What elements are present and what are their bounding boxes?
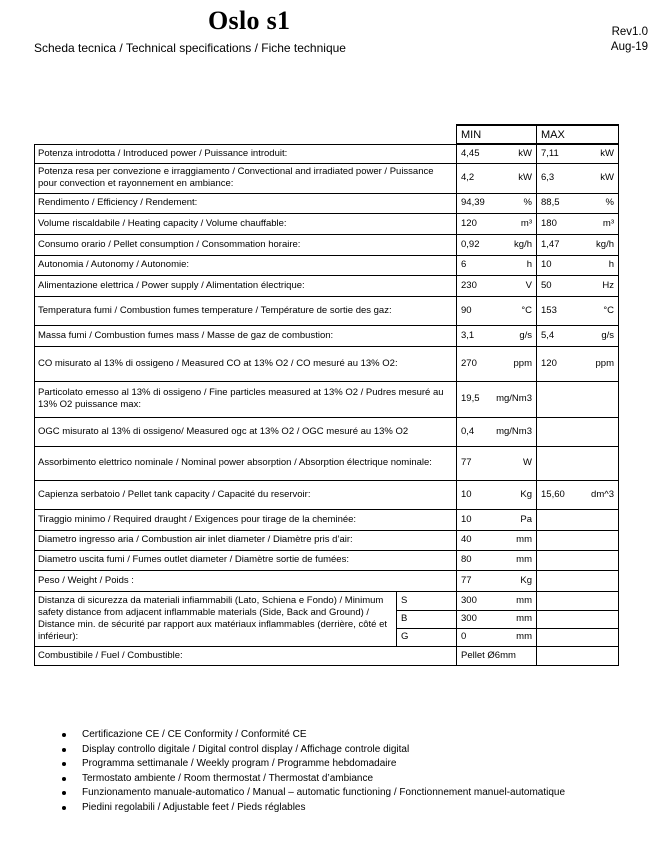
safety-code: B [397, 610, 457, 628]
max-value-number: 120 [541, 357, 557, 369]
min-value-wrap [461, 514, 532, 526]
min-value-unit: W [523, 457, 532, 468]
min-value-number: 19,5 [461, 393, 480, 404]
min-value-number: 0,4 [461, 425, 475, 437]
min-value-number: 40 [461, 534, 472, 545]
spec-row [35, 417, 619, 446]
max-value [537, 193, 619, 213]
spec-label: OGC misurato al 13% di ossigeno/ Measured ogc at 13% O2 / OGC mesuré au 13% O2 [35, 417, 457, 446]
max-value-empty [537, 381, 619, 417]
min-value-unit: V [525, 279, 532, 291]
safety-max-empty [537, 610, 619, 628]
max-value [537, 346, 619, 381]
max-value-unit: dm^3 [591, 488, 614, 500]
max-value-empty [537, 509, 619, 530]
min-value-wrap [461, 148, 532, 160]
min-value [457, 550, 537, 570]
min-value [457, 480, 537, 509]
spec-label: Potenza resa per convezione e irraggiamento / Convectional and irradiated power / Puissance pour convection et rayonnement en ambiance: [35, 163, 457, 193]
header-blank-cell [35, 125, 457, 144]
max-value-wrap [541, 239, 614, 251]
safety-value-unit: mm [516, 631, 532, 642]
safety-value-wrap [461, 595, 532, 607]
safety-label: Distanza di sicurezza da materiali infiammabili (Lato, Schiena e Fondo) / Minimum safety distance from adjacent inflammable materials (Side, Back and Ground) / Distance min. de sécurité par rapport aux matériaux inflammables (derrière, côté et inférieur): [35, 591, 397, 646]
min-value [457, 570, 537, 591]
min-value [457, 325, 537, 346]
safety-value-number: 300 [461, 613, 477, 624]
max-value-empty [537, 570, 619, 591]
min-value-number: 10 [461, 513, 472, 525]
min-header: MIN [457, 125, 537, 144]
spec-label: CO misurato al 13% di ossigeno / Measured CO at 13% O2 / CO mesuré au 13% O2: [35, 346, 457, 381]
max-value-number: 5,4 [541, 329, 555, 341]
min-value-wrap [461, 259, 532, 271]
spec-row [35, 570, 619, 591]
min-value-number: 77 [461, 457, 472, 468]
min-value [457, 234, 537, 255]
safety-code: G [397, 628, 457, 646]
max-value-number: 88,5 [541, 197, 560, 208]
max-value-empty [537, 550, 619, 570]
min-value-wrap [461, 554, 532, 566]
fuel-label: Combustibile / Fuel / Combustible: [35, 646, 457, 665]
max-value [537, 144, 619, 163]
safety-max-empty [537, 628, 619, 646]
spec-table-body [35, 125, 619, 665]
max-value-unit: m³ [602, 217, 614, 229]
max-header: MAX [537, 125, 619, 144]
min-value-unit: mg/Nm3 [496, 425, 532, 437]
min-value-unit: kW [518, 147, 532, 159]
min-value-wrap [461, 239, 532, 251]
fuel-row [35, 646, 619, 665]
min-value-wrap [461, 534, 532, 546]
spec-label: Particolato emesso al 13% di ossigeno / Fine particles measured at 13% O2 / Pudres mesuré au 13% O2 puissance max: [35, 381, 457, 417]
safety-max-empty [537, 591, 619, 610]
min-value-wrap [461, 457, 532, 469]
max-value [537, 325, 619, 346]
revision-date: Aug-19 [610, 41, 648, 53]
feature-list [62, 728, 565, 816]
spec-row [35, 213, 619, 234]
safety-value-number: 300 [461, 594, 477, 606]
spec-label: Diametro ingresso aria / Combustion air inlet diameter / Diamètre pris d’air: [35, 530, 457, 550]
fuel-value: Pellet Ø6mm [457, 646, 537, 665]
feature-item: Display controllo digitale / Digital control display / Affichage controle digital [62, 743, 565, 758]
spec-label: Consumo orario / Pellet consumption / Consommation horaire: [35, 234, 457, 255]
min-value-number: 4,2 [461, 172, 475, 183]
feature-item: Funzionamento manuale-automatico / Manual – automatic functioning / Fonctionnement manuel-automatique [62, 786, 565, 801]
min-value-wrap [461, 358, 532, 370]
spec-label: Rendimento / Efficiency / Rendement: [35, 193, 457, 213]
min-value-number: 77 [461, 574, 472, 586]
max-value-wrap [541, 280, 614, 292]
min-value-unit: Kg [520, 488, 532, 500]
safety-value-unit: mm [516, 613, 532, 624]
min-value-wrap [461, 172, 532, 184]
max-value-unit: Hz [602, 279, 614, 291]
min-value-wrap [461, 280, 532, 292]
spec-label: Autonomia / Autonomy / Autonomie: [35, 255, 457, 275]
feature-item: Termostato ambiente / Room thermostat / Thermostat d’ambiance [62, 772, 565, 787]
min-value-wrap [461, 330, 532, 342]
spec-label: Temperatura fumi / Combustion fumes temperature / Température de sortie des gaz: [35, 296, 457, 325]
min-value-wrap [461, 393, 532, 405]
min-value [457, 193, 537, 213]
spec-table [34, 124, 619, 666]
spec-row [35, 275, 619, 296]
min-value-wrap [461, 489, 532, 501]
revision-block [611, 25, 648, 55]
spec-label: Volume riscaldabile / Heating capacity / Volume chauffable: [35, 213, 457, 234]
min-value [457, 255, 537, 275]
min-value-unit: h [526, 259, 532, 270]
spec-row [35, 193, 619, 213]
min-value-unit: % [523, 197, 532, 208]
min-value [457, 381, 537, 417]
max-value-wrap [541, 148, 614, 160]
max-value-number: 6,3 [541, 172, 555, 183]
min-value-number: 3,1 [461, 329, 475, 341]
min-value-number: 230 [461, 279, 477, 291]
min-value-unit: Kg [520, 574, 532, 586]
min-value-wrap [461, 426, 532, 438]
min-value [457, 530, 537, 550]
max-value-unit: % [605, 197, 614, 208]
min-value [457, 346, 537, 381]
feature-item: Piedini regolabili / Adjustable feet / Pieds réglables [62, 801, 565, 816]
max-value-wrap [541, 197, 614, 209]
max-value-number: 1,47 [541, 238, 560, 250]
max-value-number: 7,11 [541, 147, 559, 159]
max-value-unit: ppm [595, 357, 614, 369]
safety-value [457, 628, 537, 646]
spec-label: Massa fumi / Combustion fumes mass / Masse de gaz de combustion: [35, 325, 457, 346]
max-value-number: 15,60 [541, 488, 565, 500]
min-value-wrap [461, 197, 532, 209]
max-value-empty [537, 530, 619, 550]
spec-row [35, 530, 619, 550]
spec-label: Diametro uscita fumi / Fumes outlet diameter / Diamètre sortie de fumées: [35, 550, 457, 570]
spec-label: Assorbimento elettrico nominale / Nominal power absorption / Absorption électrique nominale: [35, 446, 457, 480]
safety-value-wrap [461, 631, 532, 643]
max-value [537, 213, 619, 234]
max-value-number: 180 [541, 217, 557, 229]
max-value [537, 255, 619, 275]
max-value [537, 234, 619, 255]
spec-row [35, 234, 619, 255]
max-value-wrap [541, 218, 614, 230]
min-value-unit: ppm [513, 357, 532, 369]
spec-row [35, 163, 619, 193]
min-value-number: 4,45 [461, 147, 480, 159]
max-value-unit: g/s [601, 329, 614, 341]
min-value-unit: mm [516, 554, 532, 565]
min-value-number: 120 [461, 217, 477, 229]
max-value [537, 296, 619, 325]
max-value-wrap [541, 330, 614, 342]
max-value-unit: h [608, 259, 614, 270]
min-value [457, 509, 537, 530]
document-subtitle: Scheda tecnica / Technical specifications / Fiche technique [34, 41, 346, 55]
min-value-wrap [461, 575, 532, 587]
spec-label: Capienza serbatoio / Pellet tank capacity / Capacité du reservoir: [35, 480, 457, 509]
max-value-unit: °C [603, 304, 614, 316]
min-value-number: 0,92 [461, 238, 480, 250]
max-value-number: 50 [541, 279, 552, 291]
min-value-unit: g/s [519, 329, 532, 341]
min-value [457, 144, 537, 163]
min-value-unit: kW [518, 172, 532, 183]
max-value-wrap [541, 358, 614, 370]
safety-value-wrap [461, 613, 532, 625]
safety-value-number: 0 [461, 631, 467, 642]
spec-label: Peso / Weight / Poids : [35, 570, 457, 591]
min-value-unit: °C [521, 304, 532, 316]
safety-value [457, 610, 537, 628]
safety-row [35, 591, 619, 610]
max-value-unit: kW [600, 172, 614, 183]
max-value-empty [537, 417, 619, 446]
safety-code: S [397, 591, 457, 610]
min-value-number: 270 [461, 357, 477, 369]
spec-row [35, 446, 619, 480]
min-value-unit: mm [516, 534, 532, 545]
spec-header-row [35, 125, 619, 144]
min-value-unit: Pa [520, 513, 532, 525]
min-value [457, 275, 537, 296]
min-value-number: 10 [461, 488, 472, 500]
max-value-wrap [541, 489, 614, 501]
revision-label: Rev1.0 [611, 26, 648, 38]
spec-label: Tiraggio minimo / Required draught / Exigences pour tirage de la cheminée: [35, 509, 457, 530]
spec-row [35, 144, 619, 163]
spec-row [35, 296, 619, 325]
min-value-number: 94,39 [461, 197, 485, 208]
max-value [537, 480, 619, 509]
feature-item: Certificazione CE / CE Conformity / Conformité CE [62, 728, 565, 743]
min-value [457, 213, 537, 234]
max-value [537, 163, 619, 193]
fuel-max-empty [537, 646, 619, 665]
max-value [537, 275, 619, 296]
max-value-number: 153 [541, 304, 557, 316]
spec-row [35, 346, 619, 381]
max-value-wrap [541, 305, 614, 317]
spec-row [35, 480, 619, 509]
max-value-wrap [541, 172, 614, 184]
feature-item: Programma settimanale / Weekly program / Programme hebdomadaire [62, 757, 565, 772]
max-value-number: 10 [541, 259, 552, 270]
max-value-unit: kW [600, 147, 614, 159]
spec-label: Alimentazione elettrica / Power supply / Alimentation électrique: [35, 275, 457, 296]
spec-row [35, 381, 619, 417]
min-value-number: 6 [461, 259, 467, 270]
min-value-wrap [461, 218, 532, 230]
spec-row [35, 255, 619, 275]
safety-value-unit: mm [516, 594, 532, 606]
min-value-number: 80 [461, 554, 472, 565]
spec-row [35, 509, 619, 530]
min-value [457, 446, 537, 480]
spec-label: Potenza introdotta / Introduced power / Puissance introduit: [35, 144, 457, 163]
safety-value [457, 591, 537, 610]
spec-row [35, 550, 619, 570]
max-value-wrap [541, 259, 614, 271]
min-value-unit: m³ [520, 217, 532, 229]
spec-row [35, 325, 619, 346]
min-value [457, 417, 537, 446]
min-value [457, 296, 537, 325]
document-title: Oslo s1 [208, 6, 291, 35]
min-value-unit: mg/Nm3 [496, 393, 532, 404]
min-value-wrap [461, 305, 532, 317]
min-value-unit: kg/h [514, 238, 532, 250]
min-value-number: 90 [461, 304, 472, 316]
min-value [457, 163, 537, 193]
max-value-empty [537, 446, 619, 480]
max-value-unit: kg/h [596, 238, 614, 250]
